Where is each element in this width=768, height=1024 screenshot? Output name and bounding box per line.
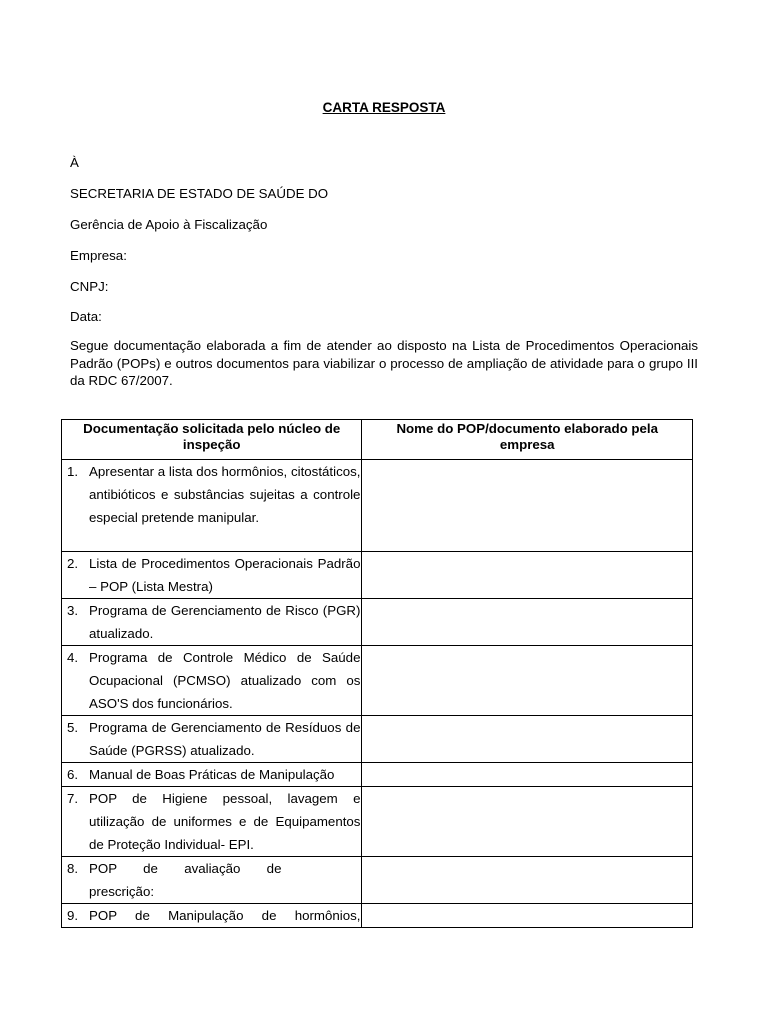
response-cell[interactable] [362,904,693,928]
item-number: 5. [67,720,79,735]
documents-table [61,419,693,928]
item-number: 6. [67,767,79,782]
table-row [62,716,693,763]
recipient-department: SECRETARIA DE ESTADO DE SAÚDE DO [70,186,329,201]
company-label: Empresa: [70,248,127,263]
requested-doc-cell [62,857,362,904]
item-text: Apresentar a lista dos hormônios, citostáticos, antibióticos e substâncias sujeitas a controle especial pretende manipular. [89,464,361,525]
body-paragraph: Segue documentação elaborada a fim de atender ao disposto na Lista de Procedimentos Operacionais Padrão (POPs) e outros documentos para viabilizar o processo de ampliação de atividade para o grupo III da RDC 67/2007. [70,338,698,388]
table-row [62,599,693,646]
item-text: Programa de Gerenciamento de Risco (PGR) atualizado. [89,603,361,641]
response-cell[interactable] [362,763,693,787]
item-text: POP de Higiene pessoal, lavagem e utilização de uniformes e de Equipamentos de Proteção Individual- EPI. [89,791,361,852]
table-row [62,646,693,716]
requested-doc-cell [62,904,362,928]
date-label: Data: [70,309,102,324]
item-text: Programa de Gerenciamento de Resíduos de Saúde (PGRSS) atualizado. [89,720,361,758]
header-requested-docs: Documentação solicitada pelo núcleo de inspeção [62,420,362,460]
response-cell[interactable] [362,599,693,646]
item-number: 3. [67,603,79,618]
table-row [62,904,693,928]
response-cell[interactable] [362,460,693,552]
requested-doc-cell [62,599,362,646]
table-header-row [62,420,693,460]
requested-doc-cell [62,716,362,763]
item-number: 4. [67,650,79,665]
table-row [62,763,693,787]
item-text: Manual de Boas Práticas de Manipulação [89,767,335,782]
cnpj-label: CNPJ: [70,279,109,294]
requested-doc-cell [62,787,362,857]
recipient-office: Gerência de Apoio à Fiscalização [70,217,268,232]
item-text: Programa de Controle Médico de Saúde Ocupacional (PCMSO) atualizado com os ASO'S dos funcionários. [89,650,361,711]
table-row [62,857,693,904]
item-number: 9. [67,908,79,923]
recipient-prefix: À [70,155,79,170]
table-row [62,787,693,857]
response-cell[interactable] [362,787,693,857]
response-cell[interactable] [362,716,693,763]
item-number: 7. [67,791,79,806]
requested-doc-cell [62,460,362,552]
item-number: 2. [67,556,79,571]
document-title: CARTA RESPOSTA [322,100,446,115]
requested-doc-cell [62,646,362,716]
response-cell[interactable] [362,646,693,716]
response-cell[interactable] [362,552,693,599]
item-text: POP de Manipulação de hormônios, [89,908,361,923]
header-company-docs: Nome do POP/documento elaborado pela empresa [362,420,693,460]
item-text: POP de avaliação de prescrição: [89,861,282,899]
requested-doc-cell [62,552,362,599]
table-row [62,552,693,599]
item-number: 1. [67,464,79,479]
response-cell[interactable] [362,857,693,904]
table-row [62,460,693,552]
requested-doc-cell [62,763,362,787]
item-text: Lista de Procedimentos Operacionais Padrão – POP (Lista Mestra) [89,556,361,594]
item-number: 8. [67,861,79,876]
